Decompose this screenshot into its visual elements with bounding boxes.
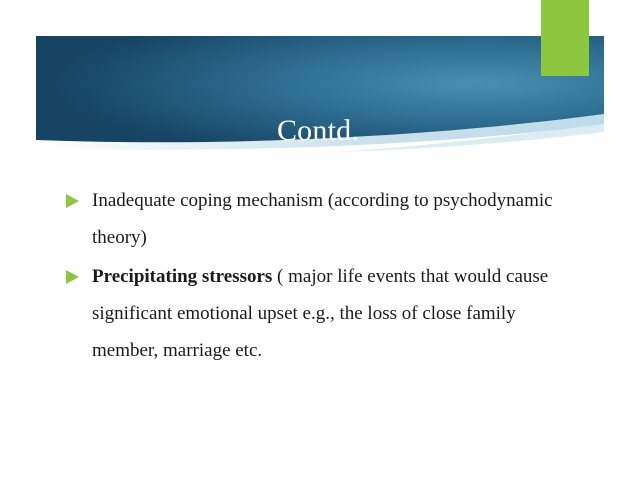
list-item bbox=[66, 182, 586, 256]
title-banner bbox=[36, 36, 604, 152]
triangle-bullet-icon bbox=[66, 270, 79, 284]
triangle-bullet-icon bbox=[66, 194, 79, 208]
slide-title: Contd. bbox=[276, 114, 360, 147]
list-item bbox=[66, 258, 586, 369]
bullet-text: Inadequate coping mechanism (according to psychodynamic theory) bbox=[92, 190, 553, 248]
accent-tab bbox=[541, 0, 589, 76]
bullet-text: ( major life events that would cause significant emotional upset e.g., the loss of close family member, marriage etc. bbox=[92, 266, 549, 361]
bullet-bold-text: Precipitating stressors bbox=[92, 266, 273, 287]
bullet-list bbox=[66, 182, 586, 371]
